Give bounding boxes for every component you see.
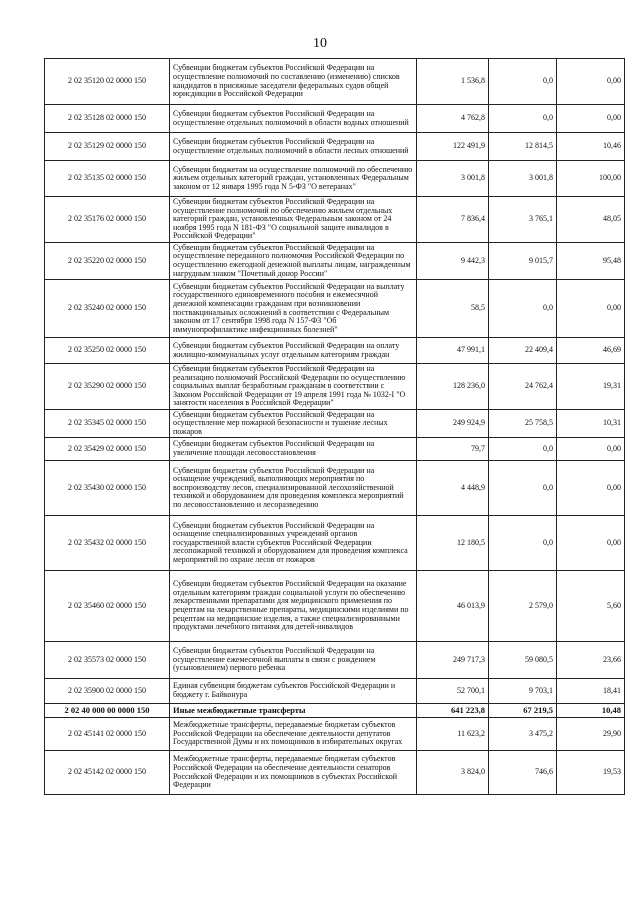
description-cell: Единая субвенция бюджетам субъектов Российской Федерации и бюджету г. Байконура xyxy=(170,679,417,704)
actual-amount-cell: 0,0 xyxy=(489,461,557,516)
budget-code-cell: 2 02 35176 02 0000 150 xyxy=(45,197,170,243)
description-cell: Субвенции бюджетам субъектов Российской Федерации на осуществление мер пожарной безопасности и тушение лесных пожаров xyxy=(170,410,417,438)
plan-amount-cell: 11 623,2 xyxy=(417,718,489,751)
actual-amount-cell: 9 015,7 xyxy=(489,243,557,280)
percent-cell: 0,00 xyxy=(557,105,625,133)
plan-amount-cell: 7 836,4 xyxy=(417,197,489,243)
table-row xyxy=(45,280,625,338)
description-cell: Субвенции бюджетам субъектов Российской Федерации на оказание отдельным категориям граждан социальной услуги по обеспечению лекарственными препаратами для медицинского применения по рецептам на лекарственные препараты, медицинскими изделиями по рецептам на медицинские изделия, а также специализированными продуктами лечебного питания для детей-инвалидов xyxy=(170,571,417,642)
table-row xyxy=(45,197,625,243)
actual-amount-cell: 746,6 xyxy=(489,751,557,795)
percent-cell: 5,60 xyxy=(557,571,625,642)
actual-amount-cell: 12 814,5 xyxy=(489,133,557,161)
budget-code-cell: 2 02 35120 02 0000 150 xyxy=(45,59,170,105)
table-row xyxy=(45,704,625,718)
plan-amount-cell: 641 223,8 xyxy=(417,704,489,718)
table-row xyxy=(45,243,625,280)
table-row xyxy=(45,364,625,410)
table-row xyxy=(45,59,625,105)
percent-cell: 18,41 xyxy=(557,679,625,704)
table-row xyxy=(45,571,625,642)
plan-amount-cell: 4 448,9 xyxy=(417,461,489,516)
table-row xyxy=(45,461,625,516)
budget-table-body xyxy=(45,59,625,795)
actual-amount-cell: 24 762,4 xyxy=(489,364,557,410)
plan-amount-cell: 12 180,5 xyxy=(417,516,489,571)
table-row xyxy=(45,751,625,795)
plan-amount-cell: 122 491,9 xyxy=(417,133,489,161)
table-row xyxy=(45,679,625,704)
percent-cell: 0,00 xyxy=(557,59,625,105)
description-cell: Иные межбюджетные трансферты xyxy=(170,704,417,718)
description-cell: Межбюджетные трансферты, передаваемые бюджетам субъектов Российской Федерации на обеспечение деятельности депутатов Государственной Думы и их помощников в избирательных округах xyxy=(170,718,417,751)
budget-code-cell: 2 02 35290 02 0000 150 xyxy=(45,364,170,410)
budget-code-cell: 2 02 35240 02 0000 150 xyxy=(45,280,170,338)
percent-cell: 0,00 xyxy=(557,461,625,516)
plan-amount-cell: 4 762,8 xyxy=(417,105,489,133)
description-cell: Субвенции бюджетам субъектов Российской Федерации на оснащение специализированных учреждений органов государственной власти субъектов Российской Федерации лесопожарной техникой и оборудованием для проведения комплекса мероприятий по охране лесов от пожаров xyxy=(170,516,417,571)
plan-amount-cell: 1 536,8 xyxy=(417,59,489,105)
actual-amount-cell: 67 219,5 xyxy=(489,704,557,718)
percent-cell: 0,00 xyxy=(557,516,625,571)
budget-code-cell: 2 02 45141 02 0000 150 xyxy=(45,718,170,751)
percent-cell: 48,05 xyxy=(557,197,625,243)
actual-amount-cell: 9 703,1 xyxy=(489,679,557,704)
budget-code-cell: 2 02 35430 02 0000 150 xyxy=(45,461,170,516)
plan-amount-cell: 52 700,1 xyxy=(417,679,489,704)
description-cell: Субвенции бюджетам субъектов Российской Федерации на выплату государственного единовременного пособия и ежемесячной денежной компенсации гражданам при возникновении поствакцинальных осложнений в соответствии с Федеральным законом от 17 сентября 1998 года N 157-ФЗ "Об иммунопрофилактике инфекционных болезней" xyxy=(170,280,417,338)
plan-amount-cell: 249 717,3 xyxy=(417,642,489,679)
percent-cell: 10,31 xyxy=(557,410,625,438)
description-cell: Субвенции бюджетам субъектов Российской Федерации на увеличение площади лесовосстановления xyxy=(170,438,417,461)
table-row xyxy=(45,438,625,461)
table-row xyxy=(45,161,625,197)
actual-amount-cell: 0,0 xyxy=(489,280,557,338)
percent-cell: 29,90 xyxy=(557,718,625,751)
percent-cell: 100,00 xyxy=(557,161,625,197)
budget-table xyxy=(44,58,625,795)
description-cell: Субвенции бюджетам субъектов Российской Федерации на осуществление ежемесячной выплаты в связи с рождением (усыновлением) первого ребенка xyxy=(170,642,417,679)
budget-code-cell: 2 02 35429 02 0000 150 xyxy=(45,438,170,461)
actual-amount-cell: 25 758,5 xyxy=(489,410,557,438)
actual-amount-cell: 0,0 xyxy=(489,105,557,133)
budget-code-cell: 2 02 35900 02 0000 150 xyxy=(45,679,170,704)
budget-code-cell: 2 02 35460 02 0000 150 xyxy=(45,571,170,642)
budget-code-cell: 2 02 45142 02 0000 150 xyxy=(45,751,170,795)
description-cell: Субвенции бюджетам субъектов Российской Федерации на оснащение учреждений, выполняющих мероприятия по воспроизводству лесов, специализированной лесохозяйственной техникой и оборудованием для проведения комплекса мероприятий по лесовосстановлению и лесоразведению xyxy=(170,461,417,516)
budget-code-cell: 2 02 35128 02 0000 150 xyxy=(45,105,170,133)
page-number: 10 xyxy=(313,36,327,51)
plan-amount-cell: 9 442,3 xyxy=(417,243,489,280)
plan-amount-cell: 3 824,0 xyxy=(417,751,489,795)
actual-amount-cell: 3 765,1 xyxy=(489,197,557,243)
actual-amount-cell: 0,0 xyxy=(489,516,557,571)
description-cell: Субвенции бюджетам субъектов Российской Федерации на осуществление полномочий по обеспечению жильем отдельных категорий граждан, установленных Федеральным законом от 24 ноября 1995 года N 181-ФЗ "О социальной защите инвалидов в Российской Федерации" xyxy=(170,197,417,243)
budget-code-cell: 2 02 35250 02 0000 150 xyxy=(45,338,170,364)
budget-code-cell: 2 02 40 000 00 0000 150 xyxy=(45,704,170,718)
table-row xyxy=(45,338,625,364)
plan-amount-cell: 47 991,1 xyxy=(417,338,489,364)
budget-code-cell: 2 02 35432 02 0000 150 xyxy=(45,516,170,571)
table-row xyxy=(45,718,625,751)
budget-code-cell: 2 02 35573 02 0000 150 xyxy=(45,642,170,679)
percent-cell: 0,00 xyxy=(557,438,625,461)
description-cell: Субвенции бюджетам на осуществление полномочий по обеспечению жильем отдельных категорий граждан, установленных Федеральным законом от 12 января 1995 года N 5-ФЗ "О ветеранах" xyxy=(170,161,417,197)
percent-cell: 19,53 xyxy=(557,751,625,795)
table-row xyxy=(45,410,625,438)
description-cell: Субвенции бюджетам субъектов Российской Федерации на осуществление отдельных полномочий в области лесных отношений xyxy=(170,133,417,161)
actual-amount-cell: 0,0 xyxy=(489,438,557,461)
plan-amount-cell: 128 236,0 xyxy=(417,364,489,410)
percent-cell: 10,46 xyxy=(557,133,625,161)
actual-amount-cell: 59 080,5 xyxy=(489,642,557,679)
actual-amount-cell: 3 475,2 xyxy=(489,718,557,751)
plan-amount-cell: 249 924,9 xyxy=(417,410,489,438)
plan-amount-cell: 79,7 xyxy=(417,438,489,461)
percent-cell: 19,31 xyxy=(557,364,625,410)
percent-cell: 10,48 xyxy=(557,704,625,718)
description-cell: Субвенции бюджетам субъектов Российской Федерации на оплату жилищно-коммунальных услуг отдельным категориям граждан xyxy=(170,338,417,364)
budget-code-cell: 2 02 35220 02 0000 150 xyxy=(45,243,170,280)
table-row xyxy=(45,133,625,161)
percent-cell: 0,00 xyxy=(557,280,625,338)
percent-cell: 46,69 xyxy=(557,338,625,364)
table-row xyxy=(45,105,625,133)
budget-code-cell: 2 02 35345 02 0000 150 xyxy=(45,410,170,438)
description-cell: Межбюджетные трансферты, передаваемые бюджетам субъектов Российской Федерации на обеспечение деятельности сенаторов Российской Федерации и их помощников в субъектах Российской Федерации xyxy=(170,751,417,795)
table-row xyxy=(45,642,625,679)
actual-amount-cell: 22 409,4 xyxy=(489,338,557,364)
budget-code-cell: 2 02 35129 02 0000 150 xyxy=(45,133,170,161)
actual-amount-cell: 2 579,0 xyxy=(489,571,557,642)
plan-amount-cell: 46 013,9 xyxy=(417,571,489,642)
description-cell: Субвенции бюджетам субъектов Российской Федерации на осуществление отдельных полномочий в области водных отношений xyxy=(170,105,417,133)
description-cell: Субвенции бюджетам субъектов Российской Федерации на осуществление переданного полномочия Российской Федерации по осуществлению ежегодной денежной выплаты лицам, награжденным нагрудным знаком "Почетный донор России" xyxy=(170,243,417,280)
actual-amount-cell: 0,0 xyxy=(489,59,557,105)
actual-amount-cell: 3 001,8 xyxy=(489,161,557,197)
percent-cell: 95,48 xyxy=(557,243,625,280)
plan-amount-cell: 3 001,8 xyxy=(417,161,489,197)
percent-cell: 23,66 xyxy=(557,642,625,679)
description-cell: Субвенции бюджетам субъектов Российской Федерации на осуществление полномочий по составлению (изменению) списков кандидатов в присяжные заседатели федеральных судов общей юрисдикции в Российской Федерации xyxy=(170,59,417,105)
budget-code-cell: 2 02 35135 02 0000 150 xyxy=(45,161,170,197)
table-row xyxy=(45,516,625,571)
description-cell: Субвенции бюджетам субъектов Российской Федерации на реализацию полномочий Российской Федерации по осуществлению социальных выплат безработным гражданам в соответствии с Законом Российской Федерации от 19 апреля 1991 года № 1032-I "О занятости населения в Российской Федерации" xyxy=(170,364,417,410)
plan-amount-cell: 58,5 xyxy=(417,280,489,338)
